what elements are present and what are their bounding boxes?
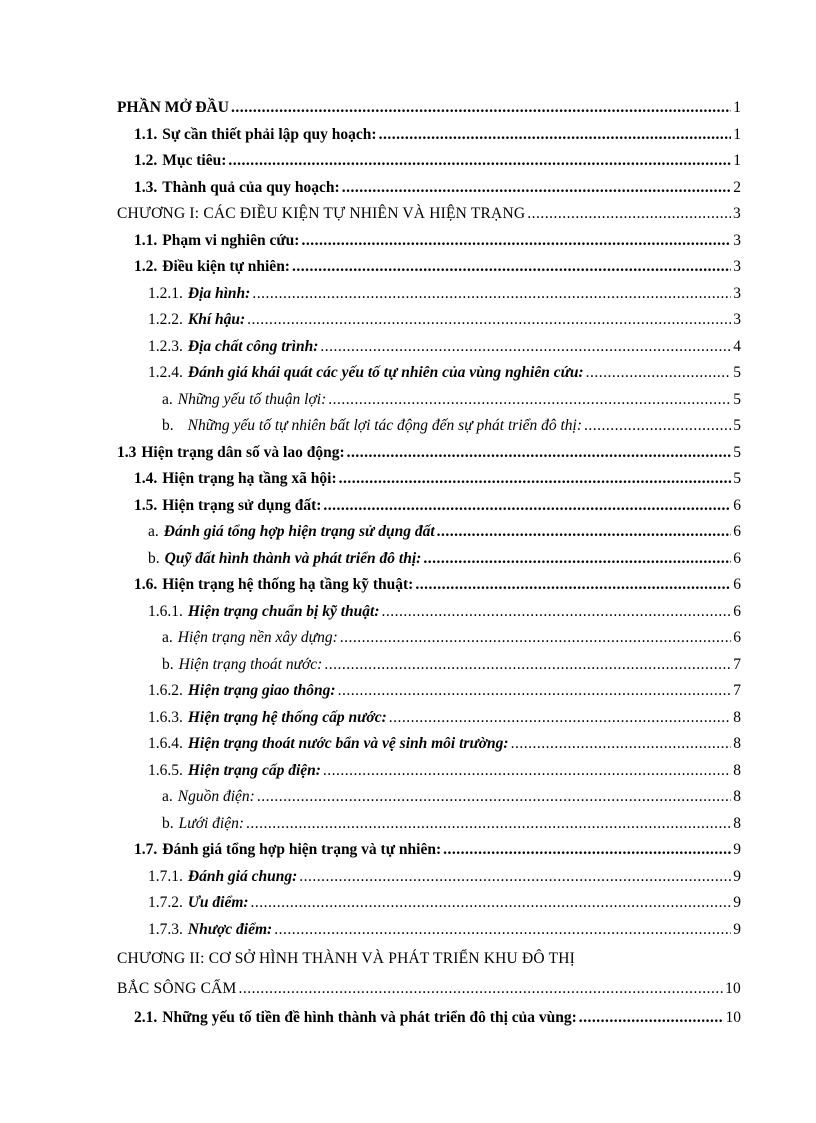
toc-entry-page: 8: [733, 708, 741, 726]
toc-entry-page: 5: [733, 364, 741, 381]
toc-leader-dots: [299, 864, 731, 891]
toc-entry-title: Phạm vi nghiên cứu:: [162, 231, 300, 249]
toc-entry-number: 1.6.1.: [148, 602, 183, 620]
toc-leader-dots: [252, 281, 731, 308]
toc-entry-intro[interactable]: [117, 95, 741, 122]
toc-entry-title: Những yếu tố tiền đề hình thành và phát triển đô thị của vùng:: [162, 1009, 577, 1026]
toc-entry-page: 8: [733, 814, 741, 832]
toc-entry[interactable]: [117, 811, 741, 838]
toc-entry-page: 8: [733, 788, 741, 805]
toc-entry-page: 9: [733, 920, 741, 938]
toc-entry-title: Đánh giá chung:: [187, 867, 298, 885]
toc-entry-title: Địa hình:: [187, 284, 251, 302]
toc-leader-dots: [323, 758, 731, 785]
toc-entry-number: 1.7.2.: [148, 894, 183, 911]
toc-entry-number: 1.2.: [134, 152, 158, 169]
toc-leader-dots: [586, 360, 732, 387]
toc-entry-number: 1.7.1.: [148, 867, 183, 885]
toc-leader-dots: [347, 440, 732, 467]
toc-entry-page: 6: [733, 576, 741, 593]
toc-entry[interactable]: [117, 387, 741, 414]
toc-entry-page: 3: [733, 205, 741, 222]
toc-entry[interactable]: [117, 281, 741, 308]
toc-entry[interactable]: [117, 148, 741, 175]
toc-entry-title: Hiện trạng hệ thống hạ tầng kỹ thuật:: [162, 576, 414, 593]
toc-entry[interactable]: [117, 334, 741, 361]
toc-entry-number: 1.6.4.: [148, 735, 183, 752]
toc-leader-dots: [415, 572, 731, 599]
toc-leader-dots: [320, 334, 731, 361]
table-of-contents: [117, 95, 741, 1033]
toc-entry-page: 7: [733, 655, 741, 673]
toc-entry-page: 7: [733, 682, 741, 699]
toc-entry-title: Những yếu tố thuận lợi:: [177, 390, 327, 408]
toc-entry[interactable]: [117, 440, 741, 467]
toc-leader-dots: [274, 917, 731, 944]
toc-entry-title: Hiện trạng nền xây dựng:: [177, 629, 338, 646]
toc-entry-page: 10: [725, 980, 741, 997]
toc-entry-page: 6: [733, 523, 741, 540]
toc-entry-number: b.: [162, 417, 174, 434]
toc-leader-dots: [511, 731, 732, 758]
toc-entry-title: Hiện trạng giao thông:: [187, 682, 336, 699]
toc-entry[interactable]: [117, 307, 741, 334]
toc-entry-number: b.: [162, 814, 174, 832]
toc-entry-title: Đánh giá khái quát các yếu tố tự nhiên của vùng nghiên cứu:: [187, 364, 584, 381]
toc-entry[interactable]: [117, 228, 741, 255]
toc-entry[interactable]: [117, 413, 741, 440]
toc-entry-number: a.: [162, 788, 173, 805]
toc-entry-title: Hiện trạng thoát nước:: [178, 655, 323, 673]
toc-entry-chapter-2-line1[interactable]: [117, 943, 741, 975]
toc-entry-number: b.: [148, 549, 160, 567]
toc-entry[interactable]: [117, 917, 741, 944]
toc-entry-number: 1.2.: [134, 258, 158, 275]
toc-leader-dots: [379, 122, 732, 149]
toc-entry-title: PHẦN MỞ ĐẦU: [117, 99, 229, 116]
toc-entry-number: a.: [148, 523, 159, 540]
toc-entry-page: 9: [733, 894, 741, 911]
toc-entry-page: 2: [733, 178, 741, 196]
toc-leader-dots: [342, 175, 732, 202]
toc-entry-page: 3: [733, 311, 741, 328]
toc-entry-page: 3: [733, 231, 741, 249]
toc-entry-title: CHƯƠNG I: CÁC ĐIỀU KIỆN TỰ NHIÊN VÀ HIỆN TRẠNG: [117, 205, 526, 222]
toc-entry-number: a.: [162, 629, 173, 646]
toc-entry-title: Nhược điểm:: [187, 920, 273, 938]
toc-entry-number: 1.1.: [134, 125, 158, 143]
toc-entry[interactable]: [117, 652, 741, 679]
toc-entry-page: 6: [733, 549, 741, 567]
toc-entry[interactable]: [117, 837, 741, 864]
toc-entry-title: Địa chất công trình:: [187, 337, 319, 355]
toc-entry-title: Mục tiêu:: [162, 152, 227, 169]
toc-entry[interactable]: [117, 466, 741, 493]
toc-entry[interactable]: [117, 731, 741, 758]
toc-entry[interactable]: [117, 175, 741, 202]
toc-entry[interactable]: [117, 599, 741, 626]
toc-entry-title: Điều kiện tự nhiên:: [162, 258, 290, 275]
toc-leader-dots: [323, 493, 731, 520]
toc-entry-page: 5: [733, 417, 741, 434]
toc-leader-dots: [328, 387, 731, 414]
toc-entry-number: 1.3: [117, 443, 137, 461]
toc-leader-dots: [443, 837, 731, 864]
toc-entry-chapter-2-line2[interactable]: [117, 975, 741, 1003]
toc-entry[interactable]: [117, 784, 741, 811]
toc-entry-title: Khí hậu:: [187, 311, 246, 328]
toc-entry-page: 8: [733, 735, 741, 752]
toc-entry-page: 5: [733, 470, 741, 487]
toc-leader-dots: [338, 678, 732, 705]
toc-entry-page: 1: [733, 125, 741, 143]
toc-entry-number: 1.2.4.: [148, 364, 183, 381]
toc-entry[interactable]: [117, 864, 741, 891]
toc-leader-dots: [239, 975, 724, 1003]
toc-entry-page: 9: [733, 867, 741, 885]
toc-entry-number: 1.7.: [134, 841, 158, 858]
toc-entry-number: 1.4.: [134, 470, 158, 487]
toc-entry-number: 1.2.3.: [148, 337, 183, 355]
toc-entry[interactable]: [117, 254, 741, 281]
toc-entry-title: Nguồn điện:: [177, 788, 255, 805]
toc-entry-title: Hiện trạng cấp điện:: [187, 761, 321, 779]
toc-entry-page: 10: [725, 1009, 741, 1026]
toc-entry-title: Quỹ đất hình thành và phát triển đô thị:: [164, 549, 422, 567]
toc-entry-title: Hiện trạng hạ tầng xã hội:: [162, 470, 337, 487]
toc-entry-number: 1.6.3.: [148, 708, 183, 726]
toc-entry-title: Sự cần thiết phải lập quy hoạch:: [162, 125, 377, 143]
toc-entry-number: 1.3.: [134, 178, 158, 196]
toc-leader-dots: [584, 413, 731, 440]
toc-entry-title: Đánh giá tổng hợp hiện trạng sử dụng đất: [163, 523, 435, 540]
toc-entry-title: Thành quả của quy hoạch:: [162, 178, 340, 196]
toc-leader-dots: [437, 519, 732, 546]
toc-entry[interactable]: [117, 519, 741, 546]
toc-leader-dots: [292, 254, 731, 281]
toc-entry[interactable]: [117, 705, 741, 732]
toc-entry-number: 1.5.: [134, 496, 158, 514]
toc-entry[interactable]: [117, 493, 741, 520]
toc-entry-number: 1.6.: [134, 576, 158, 593]
toc-entry-title: BẮC SÔNG CẤM: [117, 980, 237, 997]
toc-entry-page: 9: [733, 841, 741, 858]
toc-entry-title: CHƯƠNG II: CƠ SỞ HÌNH THÀNH VÀ PHÁT TRIỂN KHU ĐÔ THỊ: [117, 950, 576, 967]
toc-leader-dots: [527, 201, 731, 228]
toc-leader-dots: [257, 784, 731, 811]
toc-entry-number: 1.6.2.: [148, 682, 183, 699]
toc-leader-dots: [423, 546, 731, 573]
toc-entry-title: Hiện trạng hệ thống cấp nước:: [187, 708, 387, 726]
toc-entry[interactable]: [117, 572, 741, 599]
toc-entry[interactable]: [117, 1003, 741, 1033]
toc-entry-title: Hiện trạng sử dụng đất:: [162, 496, 322, 514]
toc-leader-dots: [324, 652, 731, 679]
toc-entry[interactable]: [117, 758, 741, 785]
toc-entry-page: 6: [733, 629, 741, 646]
toc-leader-dots: [579, 1003, 724, 1033]
toc-entry-page: 3: [733, 284, 741, 302]
toc-entry[interactable]: [117, 360, 741, 387]
toc-entry-title: Hiện trạng dân số và lao động:: [141, 443, 345, 461]
toc-entry-number: 1.2.2.: [148, 311, 183, 328]
toc-leader-dots: [389, 705, 731, 732]
toc-entry-page: 1: [733, 99, 741, 116]
toc-entry-title: Những yếu tố tự nhiên bất lợi tác động đến sự phát triển đô thị:: [187, 417, 583, 434]
toc-entry-page: 4: [733, 337, 741, 355]
toc-entry-number: 2.1.: [134, 1009, 158, 1026]
toc-leader-dots: [231, 95, 731, 122]
toc-entry-title: Hiện trạng chuẩn bị kỹ thuật:: [187, 602, 380, 620]
toc-entry-number: b.: [162, 655, 174, 673]
toc-leader-dots: [246, 811, 731, 838]
toc-entry-page: 5: [733, 390, 741, 408]
toc-entry-page: 1: [733, 152, 741, 169]
toc-leader-dots: [382, 599, 732, 626]
toc-entry-page: 8: [733, 761, 741, 779]
toc-leader-dots: [339, 466, 732, 493]
toc-entry-chapter-1[interactable]: [117, 201, 741, 228]
toc-leader-dots: [340, 625, 732, 652]
toc-entry-number: 1.7.3.: [148, 920, 183, 938]
toc-entry-page: 3: [733, 258, 741, 275]
toc-entry-title: Ưu điểm:: [187, 894, 249, 911]
toc-entry[interactable]: [117, 625, 741, 652]
toc-entry-title: Lưới điện:: [178, 814, 245, 832]
toc-entry[interactable]: [117, 122, 741, 149]
toc-entry-number: 1.2.1.: [148, 284, 183, 302]
toc-entry-page: 5: [733, 443, 741, 461]
toc-leader-dots: [301, 228, 731, 255]
toc-entry-page: 6: [733, 496, 741, 514]
toc-entry[interactable]: [117, 546, 741, 573]
toc-entry-number: 1.1.: [134, 231, 158, 249]
toc-entry-title: Hiện trạng thoát nước bẩn và vệ sinh môi trường:: [187, 735, 509, 752]
toc-entry[interactable]: [117, 678, 741, 705]
toc-entry[interactable]: [117, 890, 741, 917]
toc-entry-page: 6: [733, 602, 741, 620]
toc-entry-number: 1.6.5.: [148, 761, 183, 779]
toc-leader-dots: [251, 890, 732, 917]
toc-leader-dots: [228, 148, 731, 175]
toc-entry-title: Đánh giá tổng hợp hiện trạng và tự nhiên:: [162, 841, 442, 858]
toc-entry-number: a.: [162, 390, 173, 408]
toc-leader-dots: [247, 307, 731, 334]
